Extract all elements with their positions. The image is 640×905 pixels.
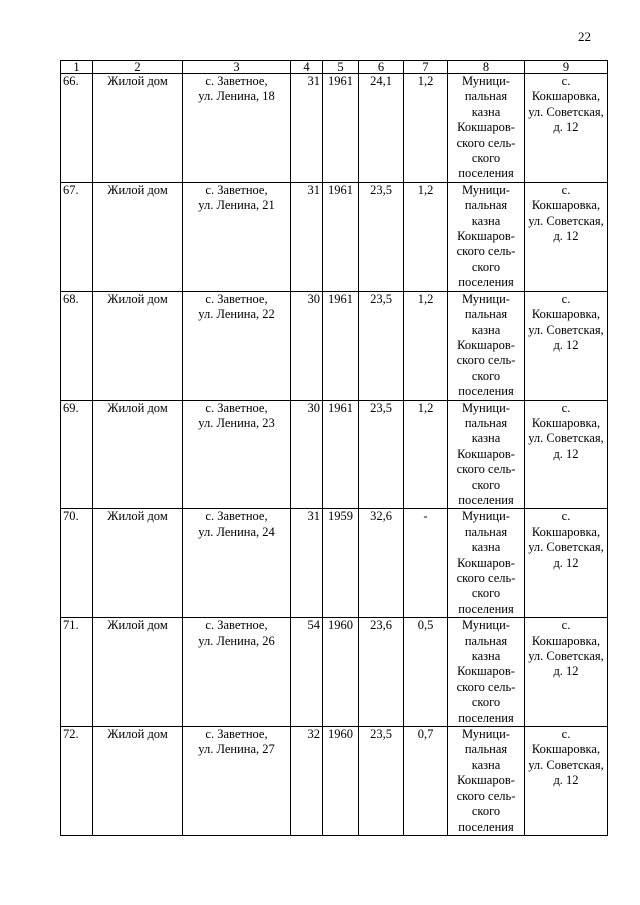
- location-cell: с. Кокшаровка, ул. Советская, д. 12: [525, 509, 608, 618]
- address-cell: с. Заветное, ул. Ленина, 24: [183, 509, 291, 618]
- row-number-cell: 72.: [61, 727, 93, 836]
- extra-value-cell: 0,7: [404, 727, 448, 836]
- area-cell: 31: [291, 509, 323, 618]
- table-row: [61, 74, 608, 183]
- address-cell: с. Заветное, ул. Ленина, 27: [183, 727, 291, 836]
- year-cell: 1960: [323, 727, 359, 836]
- address-cell: с. Заветное, ул. Ленина, 18: [183, 74, 291, 183]
- object-name-cell: Жилой дом: [93, 400, 183, 509]
- object-name-cell: Жилой дом: [93, 727, 183, 836]
- table-row: [61, 509, 608, 618]
- extra-value-cell: 1,2: [404, 400, 448, 509]
- row-number-cell: 69.: [61, 400, 93, 509]
- table-row: [61, 291, 608, 400]
- extra-value-cell: 1,2: [404, 74, 448, 183]
- column-header: 3: [183, 61, 291, 74]
- row-number-cell: 71.: [61, 618, 93, 727]
- area-cell: 31: [291, 74, 323, 183]
- table-row: [61, 182, 608, 291]
- table-row: [61, 400, 608, 509]
- page-number: 22: [578, 29, 591, 44]
- row-number-cell: 68.: [61, 291, 93, 400]
- location-cell: с. Кокшаровка, ул. Советская, д. 12: [525, 727, 608, 836]
- property-registry-table: [60, 60, 608, 836]
- value-cell: 23,5: [359, 182, 404, 291]
- column-header: 5: [323, 61, 359, 74]
- value-cell: 23,5: [359, 400, 404, 509]
- column-header: 6: [359, 61, 404, 74]
- location-cell: с. Кокшаровка, ул. Советская, д. 12: [525, 291, 608, 400]
- value-cell: 24,1: [359, 74, 404, 183]
- table-row: [61, 727, 608, 836]
- owner-cell: Муници- пальная казна Кокшаров- ского сель- ского поселения: [448, 74, 525, 183]
- year-cell: 1961: [323, 182, 359, 291]
- value-cell: 32,6: [359, 509, 404, 618]
- extra-value-cell: 1,2: [404, 291, 448, 400]
- address-cell: с. Заветное, ул. Ленина, 23: [183, 400, 291, 509]
- area-cell: 32: [291, 727, 323, 836]
- area-cell: 54: [291, 618, 323, 727]
- address-cell: с. Заветное, ул. Ленина, 26: [183, 618, 291, 727]
- row-number-cell: 67.: [61, 182, 93, 291]
- owner-cell: Муници- пальная казна Кокшаров- ского сель- ского поселения: [448, 400, 525, 509]
- extra-value-cell: -: [404, 509, 448, 618]
- year-cell: 1959: [323, 509, 359, 618]
- object-name-cell: Жилой дом: [93, 618, 183, 727]
- owner-cell: Муници- пальная казна Кокшаров- ского сель- ского поселения: [448, 727, 525, 836]
- area-cell: 31: [291, 182, 323, 291]
- extra-value-cell: 0,5: [404, 618, 448, 727]
- address-cell: с. Заветное, ул. Ленина, 21: [183, 182, 291, 291]
- table-row: [61, 618, 608, 727]
- value-cell: 23,6: [359, 618, 404, 727]
- area-cell: 30: [291, 291, 323, 400]
- address-cell: с. Заветное, ул. Ленина, 22: [183, 291, 291, 400]
- row-number-cell: 66.: [61, 74, 93, 183]
- object-name-cell: Жилой дом: [93, 291, 183, 400]
- location-cell: с. Кокшаровка, ул. Советская, д. 12: [525, 618, 608, 727]
- location-cell: с. Кокшаровка, ул. Советская, д. 12: [525, 182, 608, 291]
- year-cell: 1961: [323, 400, 359, 509]
- column-header: 8: [448, 61, 525, 74]
- area-cell: 30: [291, 400, 323, 509]
- row-number-cell: 70.: [61, 509, 93, 618]
- owner-cell: Муници- пальная казна Кокшаров- ского сель- ского поселения: [448, 509, 525, 618]
- object-name-cell: Жилой дом: [93, 182, 183, 291]
- location-cell: с. Кокшаровка, ул. Советская, д. 12: [525, 74, 608, 183]
- year-cell: 1961: [323, 291, 359, 400]
- column-header: 2: [93, 61, 183, 74]
- value-cell: 23,5: [359, 291, 404, 400]
- column-header: 1: [61, 61, 93, 74]
- owner-cell: Муници- пальная казна Кокшаров- ского сель- ского поселения: [448, 182, 525, 291]
- column-number-row: [61, 61, 608, 74]
- column-header: 4: [291, 61, 323, 74]
- location-cell: с. Кокшаровка, ул. Советская, д. 12: [525, 400, 608, 509]
- owner-cell: Муници- пальная казна Кокшаров- ского сель- ского поселения: [448, 291, 525, 400]
- value-cell: 23,5: [359, 727, 404, 836]
- extra-value-cell: 1,2: [404, 182, 448, 291]
- year-cell: 1960: [323, 618, 359, 727]
- column-header: 7: [404, 61, 448, 74]
- column-header: 9: [525, 61, 608, 74]
- object-name-cell: Жилой дом: [93, 509, 183, 618]
- year-cell: 1961: [323, 74, 359, 183]
- owner-cell: Муници- пальная казна Кокшаров- ского сель- ского поселения: [448, 618, 525, 727]
- object-name-cell: Жилой дом: [93, 74, 183, 183]
